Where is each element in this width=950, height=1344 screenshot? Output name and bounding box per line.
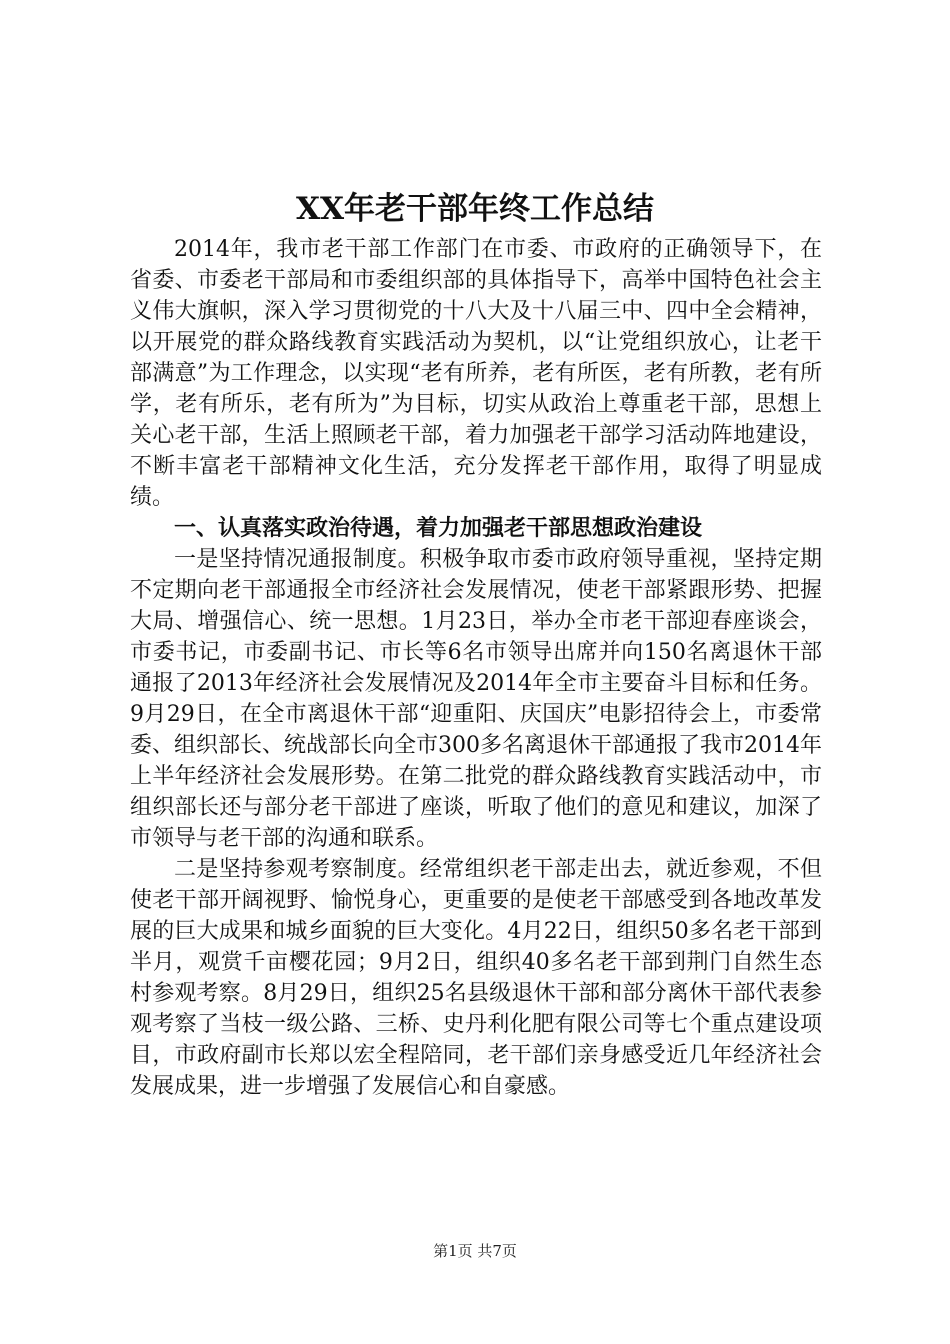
page-number-footer: 第1页 共7页 [433,1242,517,1260]
document-title: XX年老干部年终工作总结 [295,191,655,227]
document-body [130,234,822,1102]
body-paragraph: 二是坚持参观考察制度。经常组织老干部走出去，就近参观，不但使老干部开阔视野、愉悦身心，更重要的是使老干部感受到各地改革发展的巨大成果和城乡面貌的巨大变化。4月22日，组织50多名老干部到半月，观赏千亩樱花园；9月2日，组织40多名老干部到荆门自然生态村参观考察。8月29日，组织25名县级退休干部和部分离休干部代表参观考察了当枝一级公路、三桥、史丹利化肥有限公司等七个重点建设项目，市政府副市长郑以宏全程陪同，老干部们亲身感受近几年经济社会发展成果，进一步增强了发展信心和自豪感。 [130,857,822,1099]
intro-paragraph: 2014年，我市老干部工作部门在市委、市政府的正确领导下，在省委、市委老干部局和市委组织部的具体指导下，高举中国特色社会主义伟大旗帜，深入学习贯彻党的十八大及十八届三中、四中全会精神，以开展党的群众路线教育实践活动为契机，以“让党组织放心，让老干部满意”为工作理念，以实现“老有所养，老有所医，老有所教，老有所学，老有所乐，老有所为”为目标，切实从政治上尊重老干部，思想上关心老干部，生活上照顾老干部，着力加强老干部学习活动阵地建设，不断丰富老干部精神文化生活，充分发挥老干部作用，取得了明显成绩。 [130,237,822,510]
section-heading: 一、认真落实政治待遇，着力加强老干部思想政治建设 [174,516,703,541]
body-paragraph: 一是坚持情况通报制度。积极争取市委市政府领导重视，坚持定期不定期向老干部通报全市经济社会发展情况，使老干部紧跟形势、把握大局、增强信心、统一思想。1月23日，举办全市老干部迎春座谈会，市委书记，市委副书记、市长等6名市领导出席并向150名离退休干部通报了2013年经济社会发展情况及2014年全市主要奋斗目标和任务。9月29日，在全市离退休干部“迎重阳、庆国庆”电影招待会上，市委常委、组织部长、统战部长向全市300多名离退休干部通报了我市2014年上半年经济社会发展形势。在第二批党的群众路线教育实践活动中，市组织部长还与部分老干部进了座谈，听取了他们的意见和建议，加深了市领导与老干部的沟通和联系。 [130,547,822,851]
